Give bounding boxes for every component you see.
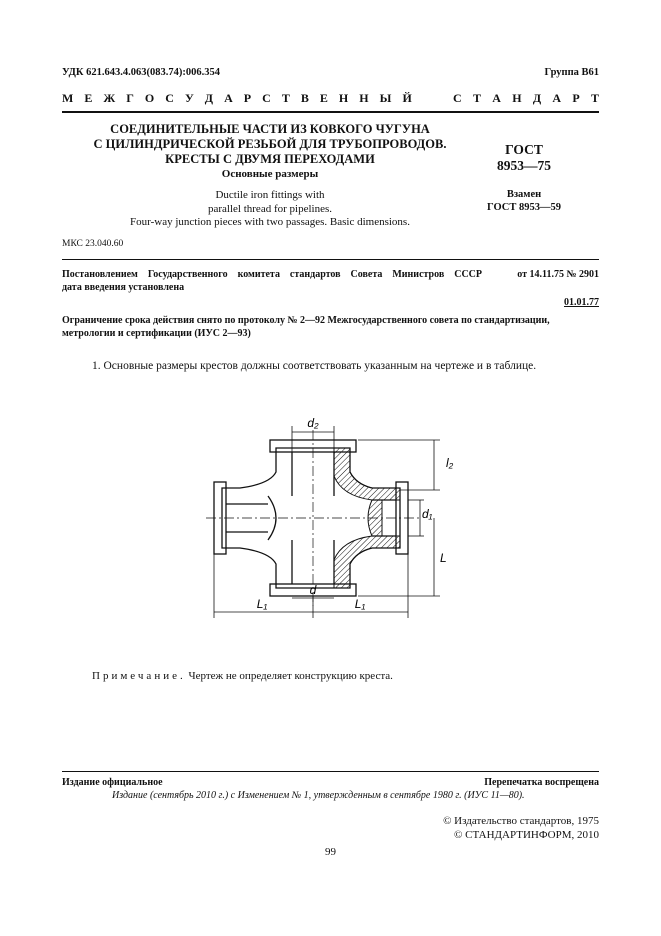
gost-designation bbox=[478, 142, 570, 174]
reprint-notice: Перепечатка воспрещена bbox=[484, 777, 599, 788]
banner-letter: Ы bbox=[379, 91, 392, 105]
center-lines bbox=[206, 430, 420, 606]
banner-letter: В bbox=[300, 91, 309, 105]
copyright-1975: © Издательство стандартов, 1975 bbox=[443, 815, 599, 827]
udk-code: УДК 621.643.4.063(083.74):006.354 bbox=[62, 67, 220, 78]
gost-label: ГОСТ bbox=[505, 142, 543, 157]
gost-number: 8953—75 bbox=[497, 158, 551, 173]
document-title bbox=[80, 122, 460, 167]
limitation-note: Ограничение срока действия снято по протоколу № 2—92 Межгосударственного совета по стандартизации, метрологии и сертификации (ИУС 2—93) bbox=[62, 315, 550, 339]
cross-fitting-drawing bbox=[200, 412, 460, 648]
title-line: С ЦИЛИНДРИЧЕСКОЙ РЕЗЬБОЙ ДЛЯ ТРУБОПРОВОДОВ. bbox=[93, 137, 447, 151]
section-rule bbox=[62, 259, 599, 260]
banner-letter: Р bbox=[243, 91, 252, 105]
banner-letter: О bbox=[144, 91, 155, 105]
banner-letter: А bbox=[492, 91, 501, 105]
page-number: 99 bbox=[325, 846, 336, 858]
decree-word: Министров bbox=[392, 269, 445, 280]
decree-line bbox=[62, 268, 599, 281]
copyright-2010: © СТАНДАРТИНФОРМ, 2010 bbox=[454, 829, 599, 841]
banner-letter: Р bbox=[572, 91, 580, 105]
label-l2: l₂ bbox=[446, 456, 454, 470]
mks-code: МКС 23.040.60 bbox=[62, 239, 124, 249]
decree-word: стандартов bbox=[289, 269, 341, 280]
banner-letter: А bbox=[224, 91, 233, 105]
document-subtitle: Основные размеры bbox=[221, 168, 319, 180]
intro-date-label: дата введения установлена bbox=[62, 282, 185, 293]
decree-text bbox=[62, 268, 482, 281]
note-text: Чертеж не определяет конструкцию креста. bbox=[188, 670, 393, 682]
title-line: СОЕДИНИТЕЛЬНЫЕ ЧАСТИ ИЗ КОВКОГО ЧУГУНА bbox=[110, 122, 430, 136]
banner-letter: Й bbox=[402, 91, 412, 105]
official-edition: Издание официальное bbox=[62, 777, 163, 788]
drawing-note bbox=[92, 670, 393, 682]
decree-word: Постановлением bbox=[62, 269, 138, 280]
label-L: L bbox=[440, 551, 447, 565]
banner-letter: С bbox=[262, 91, 271, 105]
banner-interstate bbox=[62, 91, 412, 106]
banner-letter: Д bbox=[532, 91, 542, 105]
banner-letter: Н bbox=[512, 91, 522, 105]
banner-letter: Е bbox=[319, 91, 328, 105]
banner-letter: Е bbox=[84, 91, 93, 105]
label-L1-right: L₁ bbox=[354, 597, 366, 611]
banner-letter: У bbox=[184, 91, 194, 105]
english-title-line: Four-way junction pieces with two passages. Basic dimensions. bbox=[130, 216, 410, 228]
replace-number: ГОСТ 8953—59 bbox=[487, 202, 561, 213]
banner-letter: М bbox=[62, 91, 74, 105]
english-title-line: parallel thread for pipelines. bbox=[207, 202, 332, 215]
group-code: Группа В61 bbox=[544, 67, 599, 78]
paragraph-1: 1. Основные размеры крестов должны соответствовать указанным на чертеже и в таблице. bbox=[92, 360, 537, 372]
english-title bbox=[80, 189, 460, 230]
decree-word: Совета bbox=[350, 269, 383, 280]
banner-letter: Г bbox=[126, 91, 134, 105]
label-d: d bbox=[309, 583, 317, 597]
banner-letter: С bbox=[165, 91, 174, 105]
english-title-line: Ductile iron fittings with bbox=[215, 189, 325, 201]
intro-date: 01.01.77 bbox=[564, 297, 599, 308]
banner-letter: Т bbox=[472, 91, 481, 105]
label-d2: d₂ bbox=[307, 416, 319, 430]
replaced-standard bbox=[478, 188, 570, 214]
banner-letter: Н bbox=[338, 91, 349, 105]
decree-word: Государственного bbox=[147, 269, 228, 280]
title-line: КРЕСТЫ С ДВУМЯ ПЕРЕХОДАМИ bbox=[165, 152, 375, 166]
banner-letter: А bbox=[552, 91, 562, 105]
header-rule bbox=[62, 111, 599, 113]
banner-letter: Д bbox=[204, 91, 214, 105]
edition-info: Издание (сентябрь 2010 г.) с Изменением № 1, утвержденным в сентябре 1980 г. (ИУС 11—80). bbox=[112, 790, 525, 801]
label-d1: d₁ bbox=[422, 507, 433, 521]
decree-date: от 14.11.75 № 2901 bbox=[517, 269, 599, 280]
banner-letter: Ж bbox=[103, 91, 116, 105]
footer-rule bbox=[62, 771, 599, 772]
banner-letter: Т bbox=[281, 91, 290, 105]
decree-word: комитета bbox=[237, 269, 280, 280]
replace-label: Взамен bbox=[506, 189, 542, 200]
dimension-lines bbox=[214, 426, 440, 618]
note-label: Примечание. bbox=[92, 670, 186, 682]
banner-standard bbox=[453, 91, 599, 106]
decree-word: СССР bbox=[454, 269, 482, 280]
banner-letter: Т bbox=[590, 91, 599, 105]
label-L1-left: L₁ bbox=[256, 597, 268, 611]
decree-block bbox=[62, 268, 599, 294]
banner-letter: Н bbox=[359, 91, 369, 105]
banner-letter: С bbox=[453, 91, 462, 105]
standard-banner bbox=[62, 91, 599, 106]
